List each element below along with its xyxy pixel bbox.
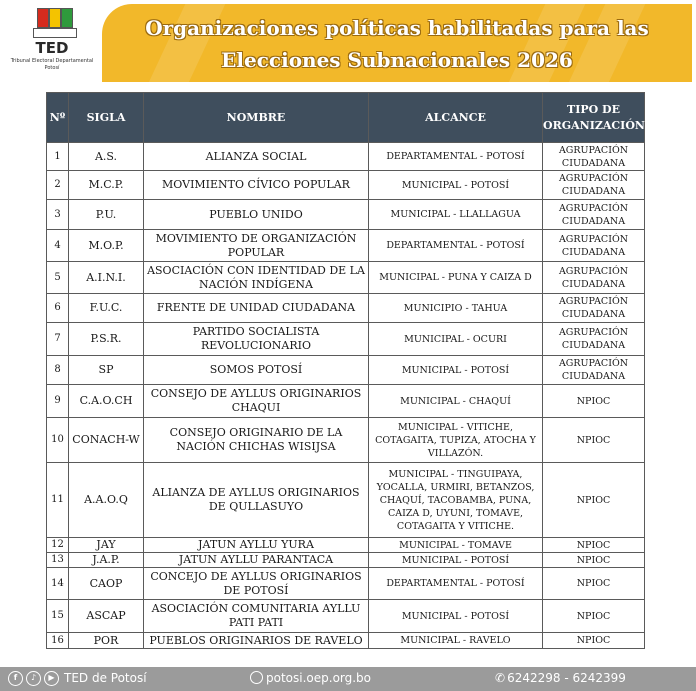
- table-row: [47, 568, 645, 600]
- cell-nombre: FRENTE DE UNIDAD CIUDADANA: [144, 294, 369, 323]
- cell-tipo: AGRUPACIÓN CIUDADANA: [543, 262, 645, 294]
- cell-sigla: J.A.P.: [69, 553, 144, 568]
- header-alcance: ALCANCE: [369, 93, 543, 143]
- cell-sigla: F.U.C.: [69, 294, 144, 323]
- logo-acronym: TED: [35, 39, 69, 57]
- youtube-icon[interactable]: ▶: [44, 671, 59, 686]
- logo-subtitle-place: Potosí: [44, 65, 60, 71]
- footer-phone-text: 6242298 - 6242399: [507, 671, 626, 685]
- table-row: [47, 463, 645, 538]
- cell-sigla: CONACH-W: [69, 418, 144, 463]
- cell-sigla: CAOP: [69, 568, 144, 600]
- cell-alcance: MUNICIPAL - VITICHE, COTAGAITA, TUPIZA, ATOCHA Y VILLAZÓN.: [369, 418, 543, 463]
- cell-alcance: MUNICIPAL - TINGUIPAYA, YOCALLA, URMIRI, BETANZOS, CHAQUÍ, TACOBAMBA, PUNA, CAIZA D, UYUNI, TOMAVE, COTAGAITA Y VITICHE.: [369, 463, 543, 538]
- cell-tipo: NPIOC: [543, 568, 645, 600]
- header-n: Nº: [47, 93, 69, 143]
- page-footer: [0, 667, 696, 691]
- cell-alcance: MUNICIPAL - RAVELO: [369, 633, 543, 649]
- cell-alcance: MUNICIPAL - PUNA Y CAIZA D: [369, 262, 543, 294]
- cell-nombre: PARTIDO SOCIALISTA REVOLUCIONARIO: [144, 323, 369, 356]
- cell-alcance: MUNICIPAL - POTOSÍ: [369, 600, 543, 633]
- cell-tipo: AGRUPACIÓN CIUDADANA: [543, 323, 645, 356]
- cell-sigla: JAY: [69, 538, 144, 553]
- header-tipo-line2: ORGANIZACIÓN: [543, 118, 645, 132]
- cell-nombre: CONCEJO DE AYLLUS ORIGINARIOS DE POTOSÍ: [144, 568, 369, 600]
- table-row: [47, 171, 645, 200]
- footer-org-name: TED de Potosí: [64, 671, 147, 685]
- cell-tipo: AGRUPACIÓN CIUDADANA: [543, 143, 645, 171]
- logo-subtitle: Tribunal Electoral Departamental: [10, 58, 94, 64]
- cell-alcance: MUNICIPAL - TOMAVE: [369, 538, 543, 553]
- cell-tipo: NPIOC: [543, 553, 645, 568]
- cell-alcance: DEPARTAMENTAL - POTOSÍ: [369, 143, 543, 171]
- cell-tipo: AGRUPACIÓN CIUDADANA: [543, 230, 645, 262]
- cell-tipo: NPIOC: [543, 463, 645, 538]
- ted-logo: [6, 2, 98, 80]
- cell-n: 7: [47, 323, 69, 356]
- table-row: [47, 294, 645, 323]
- cell-nombre: PUEBLO UNIDO: [144, 200, 369, 230]
- cell-n: 14: [47, 568, 69, 600]
- cell-alcance: MUNICIPAL - LLALLAGUA: [369, 200, 543, 230]
- cell-tipo: NPIOC: [543, 600, 645, 633]
- footer-website[interactable]: [250, 671, 371, 685]
- table-row: [47, 356, 645, 385]
- cell-n: 15: [47, 600, 69, 633]
- table-row: [47, 262, 645, 294]
- cell-tipo: AGRUPACIÓN CIUDADANA: [543, 294, 645, 323]
- cell-sigla: P.U.: [69, 200, 144, 230]
- cell-alcance: MUNICIPAL - POTOSÍ: [369, 171, 543, 200]
- cell-alcance: MUNICIPAL - CHAQUÍ: [369, 385, 543, 418]
- cell-nombre: MOVIMIENTO CÍVICO POPULAR: [144, 171, 369, 200]
- cell-sigla: POR: [69, 633, 144, 649]
- header-tipo: [543, 93, 645, 143]
- table-row: [47, 230, 645, 262]
- facebook-icon[interactable]: f: [8, 671, 23, 686]
- header-tipo-line1: TIPO DE: [567, 102, 620, 116]
- cell-alcance: DEPARTAMENTAL - POTOSÍ: [369, 230, 543, 262]
- cell-sigla: SP: [69, 356, 144, 385]
- footer-website-text[interactable]: potosi.oep.org.bo: [266, 671, 372, 685]
- table-row: [47, 143, 645, 171]
- cell-n: 1: [47, 143, 69, 171]
- cell-tipo: AGRUPACIÓN CIUDADANA: [543, 200, 645, 230]
- title-banner: [102, 4, 692, 82]
- cell-nombre: JATUN AYLLU YURA: [144, 538, 369, 553]
- cell-alcance: DEPARTAMENTAL - POTOSÍ: [369, 568, 543, 600]
- cell-n: 11: [47, 463, 69, 538]
- table-row: [47, 600, 645, 633]
- page-header: [0, 0, 696, 84]
- cell-n: 10: [47, 418, 69, 463]
- globe-icon: [250, 671, 263, 684]
- cell-nombre: CONSEJO ORIGINARIO DE LA NACIÓN CHICHAS WISIJSA: [144, 418, 369, 463]
- table-row: [47, 323, 645, 356]
- cell-nombre: SOMOS POTOSÍ: [144, 356, 369, 385]
- social-icons: [8, 671, 59, 687]
- table-row: [47, 553, 645, 568]
- cell-tipo: AGRUPACIÓN CIUDADANA: [543, 356, 645, 385]
- cell-nombre: ASOCIACIÓN COMUNITARIA AYLLU PATI PATI: [144, 600, 369, 633]
- cell-n: 13: [47, 553, 69, 568]
- cell-n: 8: [47, 356, 69, 385]
- table-row: [47, 385, 645, 418]
- tiktok-icon[interactable]: ♪: [26, 671, 41, 686]
- cell-sigla: A.S.: [69, 143, 144, 171]
- page-title-line2: Elecciones Subnacionales 2026: [221, 48, 573, 72]
- cell-sigla: A.A.O.Q: [69, 463, 144, 538]
- table-body: [47, 143, 645, 649]
- table-row: [47, 633, 645, 649]
- header-nombre: NOMBRE: [144, 93, 369, 143]
- cell-n: 9: [47, 385, 69, 418]
- cell-sigla: C.A.O.CH: [69, 385, 144, 418]
- cell-n: 4: [47, 230, 69, 262]
- cell-tipo: AGRUPACIÓN CIUDADANA: [543, 171, 645, 200]
- cell-n: 6: [47, 294, 69, 323]
- table-row: [47, 538, 645, 553]
- cell-nombre: MOVIMIENTO DE ORGANIZACIÓN POPULAR: [144, 230, 369, 262]
- cell-n: 5: [47, 262, 69, 294]
- table-row: [47, 200, 645, 230]
- cell-tipo: NPIOC: [543, 538, 645, 553]
- page-title-line1: Organizaciones políticas habilitadas para las: [145, 16, 649, 40]
- cell-tipo: NPIOC: [543, 385, 645, 418]
- cell-n: 3: [47, 200, 69, 230]
- cell-alcance: MUNICIPAL - POTOSÍ: [369, 356, 543, 385]
- ballot-box-icon: [33, 8, 77, 38]
- footer-phones: [495, 671, 626, 685]
- cell-nombre: JATUN AYLLU PARANTACA: [144, 553, 369, 568]
- cell-sigla: A.I.N.I.: [69, 262, 144, 294]
- cell-n: 12: [47, 538, 69, 553]
- cell-tipo: NPIOC: [543, 418, 645, 463]
- table-header-row: [47, 93, 645, 143]
- cell-nombre: ASOCIACIÓN CON IDENTIDAD DE LA NACIÓN INDÍGENA: [144, 262, 369, 294]
- cell-nombre: PUEBLOS ORIGINARIOS DE RAVELO: [144, 633, 369, 649]
- cell-alcance: MUNICIPAL - POTOSÍ: [369, 553, 543, 568]
- table-row: [47, 418, 645, 463]
- cell-nombre: CONSEJO DE AYLLUS ORIGINARIOS CHAQUI: [144, 385, 369, 418]
- cell-tipo: NPIOC: [543, 633, 645, 649]
- header-sigla: SIGLA: [69, 93, 144, 143]
- cell-sigla: M.O.P.: [69, 230, 144, 262]
- cell-alcance: MUNICIPIO - TAHUA: [369, 294, 543, 323]
- cell-sigla: M.C.P.: [69, 171, 144, 200]
- cell-nombre: ALIANZA SOCIAL: [144, 143, 369, 171]
- cell-n: 2: [47, 171, 69, 200]
- cell-sigla: ASCAP: [69, 600, 144, 633]
- cell-n: 16: [47, 633, 69, 649]
- cell-alcance: MUNICIPAL - OCURI: [369, 323, 543, 356]
- phone-icon: ✆: [495, 671, 506, 685]
- cell-nombre: ALIANZA DE AYLLUS ORIGINARIOS DE QULLASUYO: [144, 463, 369, 538]
- organizations-table: [46, 92, 644, 649]
- cell-sigla: P.S.R.: [69, 323, 144, 356]
